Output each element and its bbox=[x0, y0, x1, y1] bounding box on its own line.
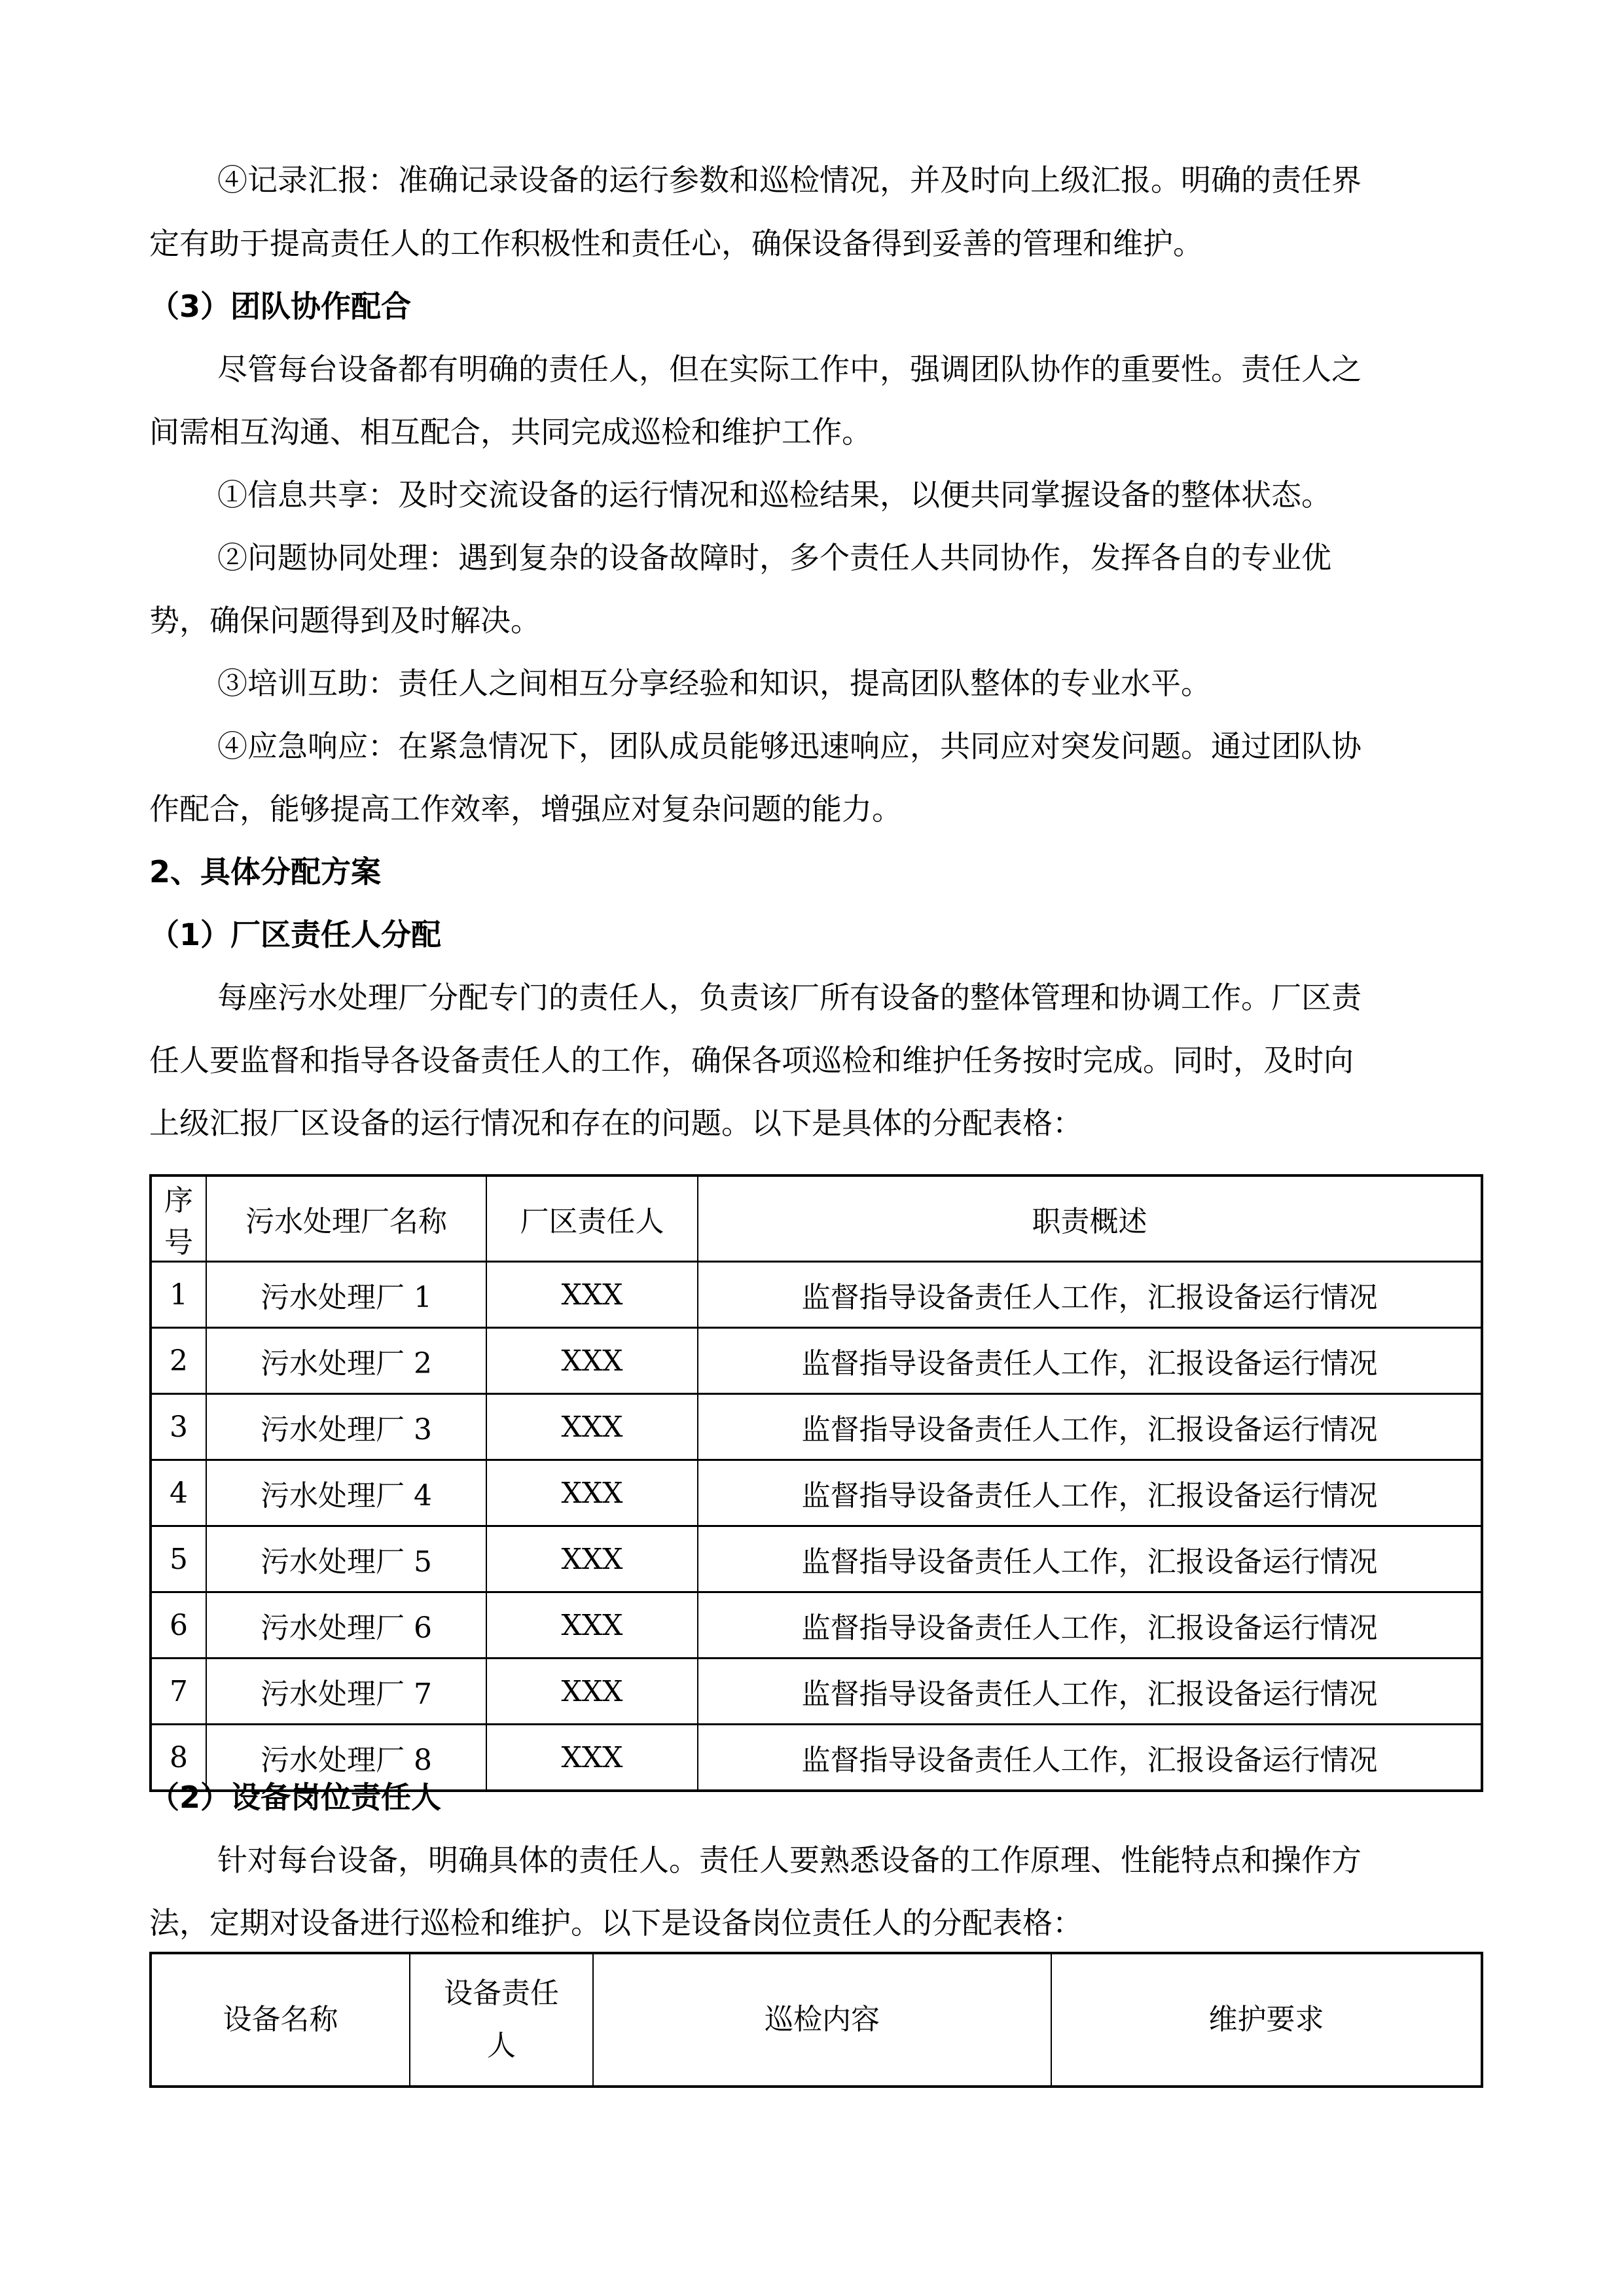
section-heading-allocation-plan: 2、具体分配方案 bbox=[149, 854, 382, 889]
section-heading-team-collaboration: （3）团队协作配合 bbox=[149, 289, 412, 324]
header-maintenance-requirements: 维护要求 bbox=[1051, 1953, 1482, 2087]
paragraph-problem-solving: ②问题协同处理：遇到复杂的设备故障时，多个责任人共同协作，发挥各自的专业优 bbox=[217, 540, 1331, 575]
paragraph-problem-solving-cont: 势，确保问题得到及时解决。 bbox=[149, 603, 541, 638]
header-plant-name: 污水处理厂名称 bbox=[206, 1175, 486, 1262]
paragraph-record-report: ④记录汇报：准确记录设备的运行参数和巡检情况，并及时向上级汇报。明确的责任界 bbox=[217, 162, 1362, 198]
paragraph-emergency: ④应急响应：在紧急情况下，团队成员能够迅速响应，共同应对突发问题。通过团队协 bbox=[217, 728, 1362, 764]
paragraph-emergency-cont: 作配合，能够提高工作效率，增强应对复杂问题的能力。 bbox=[149, 791, 902, 827]
header-equipment-owner: 设备责任人 bbox=[410, 1953, 593, 2087]
plant-responsibility-table bbox=[149, 1174, 1483, 1792]
header-index: 序号 bbox=[151, 1175, 206, 1262]
table-row: 8 污水处理厂 8 XXX 监督指导设备责任人工作，汇报设备运行情况 bbox=[151, 1725, 1482, 1791]
table-row: 7 污水处理厂 7 XXX 监督指导设备责任人工作，汇报设备运行情况 bbox=[151, 1659, 1482, 1725]
section-heading-equipment-post: （2）设备岗位责任人 bbox=[149, 1780, 442, 1815]
header-inspection-content: 巡检内容 bbox=[593, 1953, 1051, 2087]
table-row: 5 污水处理厂 5 XXX 监督指导设备责任人工作，汇报设备运行情况 bbox=[151, 1526, 1482, 1592]
table-header-row bbox=[151, 1175, 1482, 1262]
table-row: 3 污水处理厂 3 XXX 监督指导设备责任人工作，汇报设备运行情况 bbox=[151, 1394, 1482, 1460]
paragraph-team-intro: 尽管每台设备都有明确的责任人，但在实际工作中，强调团队协作的重要性。责任人之 bbox=[217, 351, 1362, 387]
table-row: 6 污水处理厂 6 XXX 监督指导设备责任人工作，汇报设备运行情况 bbox=[151, 1592, 1482, 1659]
paragraph-training: ③培训互助：责任人之间相互分享经验和知识，提高团队整体的专业水平。 bbox=[217, 666, 1211, 701]
paragraph-plant-intro-cont: 任人要监督和指导各设备责任人的工作，确保各项巡检和维护任务按时完成。同时，及时向 bbox=[149, 1043, 1354, 1078]
paragraph-equipment-intro-cont: 法，定期对设备进行巡检和维护。以下是设备岗位责任人的分配表格： bbox=[149, 1905, 1083, 1941]
header-equipment-name: 设备名称 bbox=[151, 1953, 410, 2087]
equipment-responsibility-table bbox=[149, 1952, 1483, 2088]
paragraph-plant-intro-cont2: 上级汇报厂区设备的运行情况和存在的问题。以下是具体的分配表格： bbox=[149, 1105, 1083, 1141]
paragraph-info-sharing: ①信息共享：及时交流设备的运行情况和巡检结果，以便共同掌握设备的整体状态。 bbox=[217, 477, 1331, 512]
section-heading-plant-allocation: （1）厂区责任人分配 bbox=[149, 917, 442, 952]
paragraph-team-intro-cont: 间需相互沟通、相互配合，共同完成巡检和维护工作。 bbox=[149, 414, 872, 450]
paragraph-equipment-intro: 针对每台设备，明确具体的责任人。责任人要熟悉设备的工作原理、性能特点和操作方 bbox=[217, 1842, 1362, 1878]
header-duties: 职责概述 bbox=[698, 1175, 1482, 1262]
table-row: 4 污水处理厂 4 XXX 监督指导设备责任人工作，汇报设备运行情况 bbox=[151, 1460, 1482, 1526]
paragraph-record-report-cont: 定有助于提高责任人的工作积极性和责任心，确保设备得到妥善的管理和维护。 bbox=[149, 226, 1203, 261]
paragraph-plant-intro: 每座污水处理厂分配专门的责任人，负责该厂所有设备的整体管理和协调工作。厂区责 bbox=[217, 980, 1362, 1015]
table-row: 1 污水处理厂 1 XXX 监督指导设备责任人工作，汇报设备运行情况 bbox=[151, 1262, 1482, 1328]
header-plant-owner: 厂区责任人 bbox=[486, 1175, 698, 1262]
table-row: 2 污水处理厂 2 XXX 监督指导设备责任人工作，汇报设备运行情况 bbox=[151, 1328, 1482, 1394]
table-header-row bbox=[151, 1953, 1482, 2087]
